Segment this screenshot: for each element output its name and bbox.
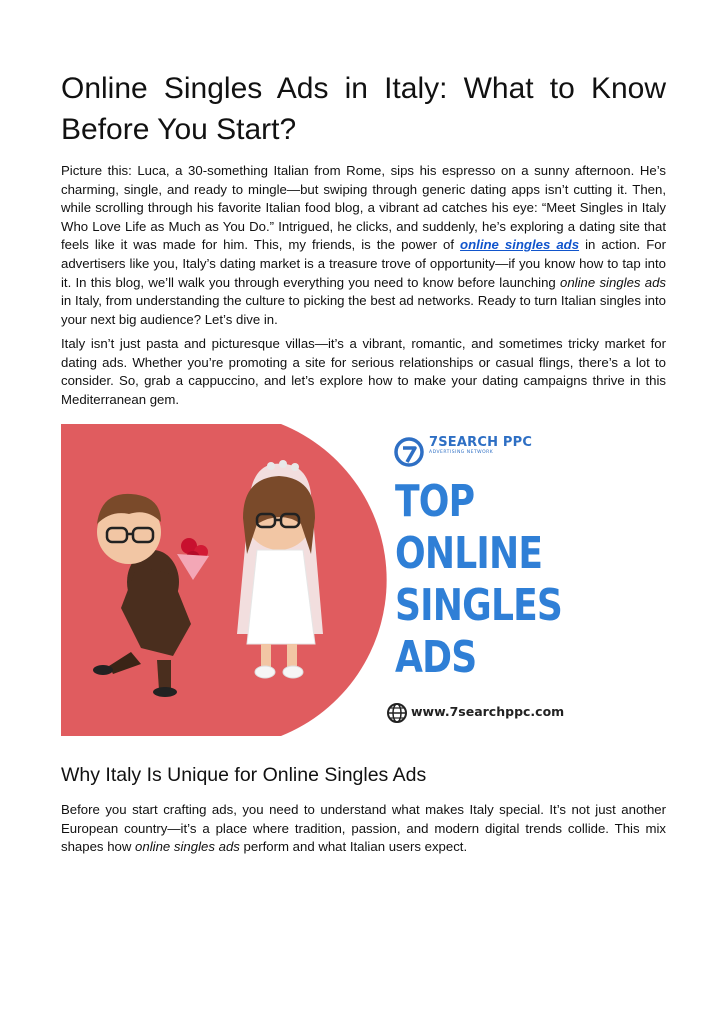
section-italic: online singles ads (135, 839, 240, 855)
brand-logo-icon (396, 439, 422, 465)
brand-header (429, 435, 532, 455)
brand-name: 7SEARCH PPC (429, 435, 533, 450)
red-circle-shape (61, 424, 387, 736)
globe-icon (388, 704, 406, 722)
intro-text-1: Picture this: Luca, a 30-something Italian from Rome, sips his espresso on a sunny afternoon. He’s charming, single, and ready to mingle—but swiping through generic dating apps isn’t cutting it. Then, while scrolling through his favorite Italian food blog, a vibrant ad catches his eye: “Meet Singles in Italy Who Love Life as Much as You Do.” Intrigued, he clicks, and suddenly, he’s exploring a dating site that feels like it was made for him. This, my friends, is the power of (61, 163, 666, 253)
online-singles-ads-link[interactable]: online singles ads (460, 237, 580, 253)
headline-line-4: ADS (395, 632, 477, 683)
intro-italic: online singles ads (560, 274, 666, 290)
market-paragraph: Italy isn’t just pasta and picturesque villas—it’s a vibrant, romantic, and sometimes tricky market for dating ads. Whether you’re promoting a site for serious relationships or casual flings, there’s a lot to consider. So, grab a cappuccino, and let’s explore how to make your dating campaigns thrive in this Mediterranean gem. (61, 336, 666, 407)
section-text-2: perform and what Italian users expect. (239, 839, 468, 855)
intro-text-3: in Italy, from understanding the culture to picking the best ad networks. Ready to turn Italian singles into your next big audience? Let’s dive in. (61, 293, 666, 327)
section-paragraph (61, 801, 666, 857)
brand-sub: ADVERTISING NETWORK (429, 450, 494, 455)
banner-illustration (61, 424, 666, 736)
section-text-1: Before you start crafting ads, you need to understand what makes Italy special. It’s not just another European country—it’s a place where tradition, passion, and modern digital trends collide. This mix shapes how (61, 802, 666, 855)
banner-headline (395, 476, 562, 684)
headline-line-2: ONLINE (395, 528, 543, 579)
banner-url-text: www.7searchppc.com (411, 704, 565, 719)
headline-line-1: TOP (395, 476, 475, 527)
headline-line-3: SINGLES (395, 580, 563, 631)
section-heading: Why Italy Is Unique for Online Singles Ads (61, 764, 427, 786)
intro-text-2: in action. For advertisers like you, Italy’s dating market is a treasure trove of opportunity—if you know how to tap into it. In this blog, we’ll walk you through everything you need to know before launching (61, 237, 666, 290)
page-title: Online Singles Ads in Italy: What to Know Before You Start? (61, 72, 666, 146)
banner-url (411, 704, 564, 719)
banner-image (61, 424, 666, 736)
intro-paragraph (61, 162, 666, 329)
